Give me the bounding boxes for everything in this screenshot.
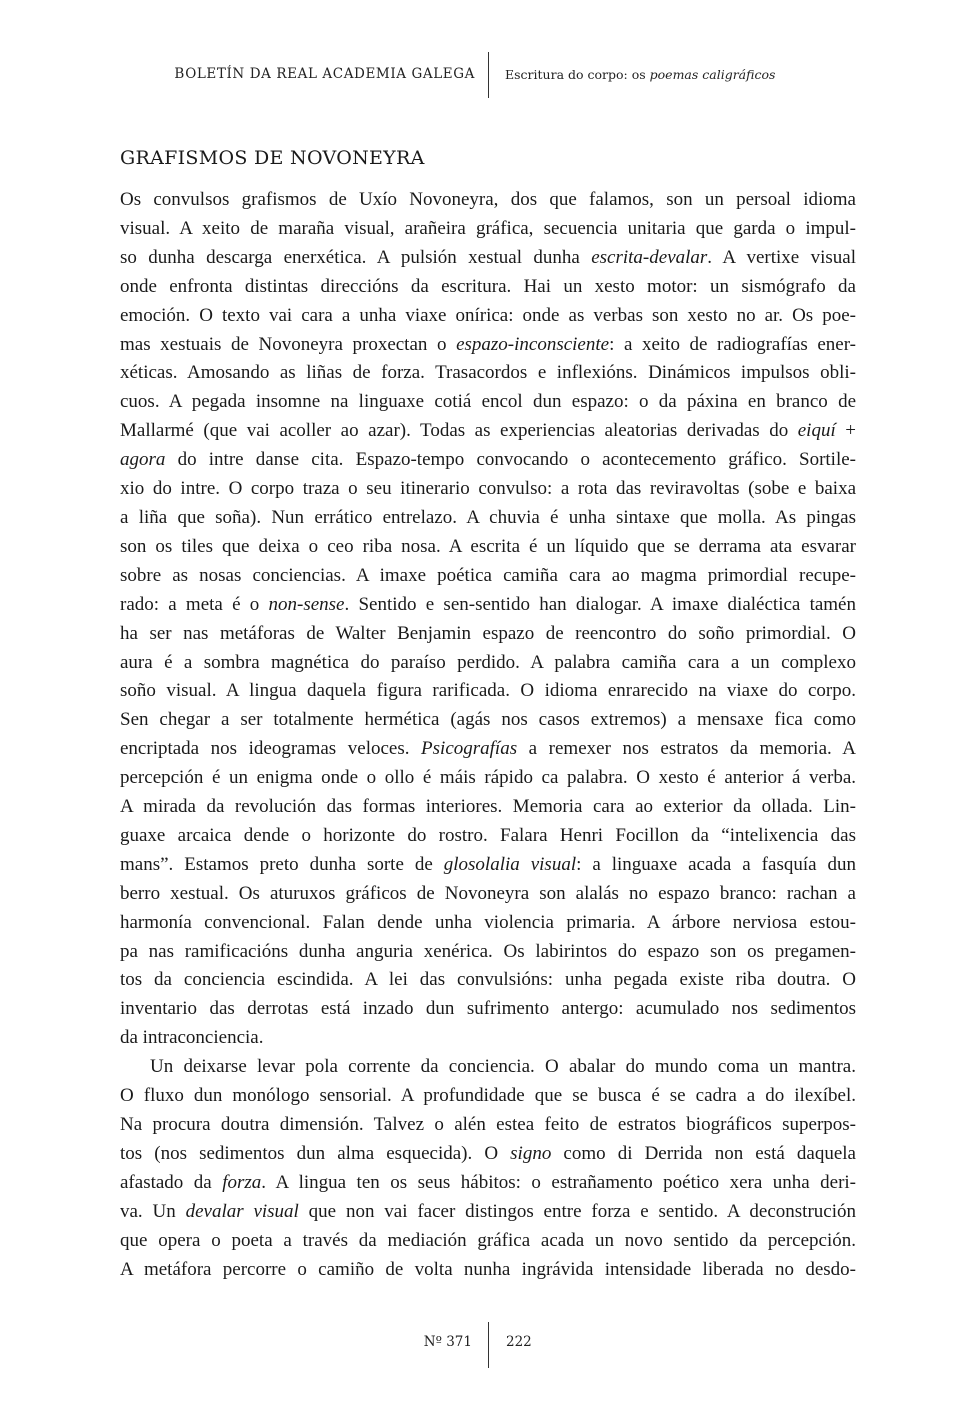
article-title	[505, 67, 775, 82]
paragraph-1	[120, 186, 856, 1053]
text-line: harmonía convencional. Falan dende unha violencia primaria. A árbore nerviosa estou-	[120, 911, 856, 933]
text-line: a liña que soña). Nun errático entrelazo. A chuvia é unha sintaxe que molla. As pingas	[120, 506, 856, 528]
text-line: Sen chegar a ser totalmente hermética (agás nos casos extremos) a mensaxe fica como	[120, 709, 856, 731]
italic-term: agora	[120, 449, 166, 471]
paragraph-2	[120, 1053, 856, 1284]
text-line: sobre as nosas conciencias. A imaxe poética camiña cara ao magma primordial recupe-	[120, 564, 856, 586]
page-footer	[0, 1322, 975, 1370]
text-line: Na procura doutra dimensión. Talvez o alén estea feito de estratos biográficos superpos-	[120, 1114, 856, 1135]
text-line: inventario das derrotas está inzado dun sufrimento antergo: acumulado nos sedimentos	[120, 998, 856, 1020]
italic-term: escrita-devalar	[591, 246, 708, 268]
text-line: da intraconciencia.	[120, 1027, 264, 1049]
text-line: que opera o poeta a través da mediación gráfica acada un novo sentido da percepción.	[120, 1229, 856, 1251]
text-line: berro xestual. Os aturuxos gráficos de Novoneyra son alalás no espazo branco: rachan a	[120, 882, 856, 904]
text-line: agora do intre danse cita. Espazo-tempo convocando o acontecemento gráfico. Sortile-	[120, 449, 856, 471]
text-line: Un deixarse levar pola corrente da conciencia. O abalar do mundo coma un mantra.	[150, 1056, 856, 1078]
text-line: tos da conciencia escindida. A lei das convulsións: unha pegada existe riba doutra. O	[120, 969, 856, 991]
article-title-roman: Escritura do corpo: os	[505, 67, 646, 82]
text-line: so dunha descarga enerxética. A pulsión xestual dunha escrita-devalar. A vertixe visual	[120, 246, 856, 268]
italic-term: devalar visual	[185, 1200, 299, 1222]
text-line: onde enfronta distintas direccións da escritura. Hai un xesto motor: un sismógrafo da	[120, 275, 856, 297]
text-line: ha ser nas metáforas de Walter Benjamin espazo de reencontro do soño primordial. O	[120, 622, 856, 644]
text-line: cuos. A pegada insomne na linguaxe cotiá encol dun espazo: o da páxina en branco de	[120, 391, 856, 413]
section-heading: GRAFISMOS DE NOVONEYRA	[120, 147, 425, 169]
text-line: xio do intre. O corpo traza o seu itinerario convulso: a rota das reviravoltas (sobe e baixa	[120, 478, 856, 500]
issue-number: Nº 371	[423, 1334, 472, 1350]
text-line: percepción é un enigma onde o ollo é máis rápido ca palabra. O xesto é anterior á verba.	[120, 767, 856, 789]
text-line: Os convulsos grafismos de Uxío Novoneyra, dos que falamos, son un persoal idioma	[120, 189, 856, 210]
italic-term: espazo-inconsciente	[456, 333, 610, 355]
text-line: aura é a sombra magnética do paraíso perdido. A palabra camiña cara a un complexo	[120, 651, 856, 673]
text-line: A mirada da revolución das formas interiores. Memoria cara ao exterior da ollada. Lin-	[120, 796, 856, 818]
text-line: mas xestuais de Novoneyra proxectan o espazo-inconsciente: a xeito de radiografías ener-	[120, 333, 856, 355]
text-line: xéticas. Amosando as liñas de forza. Trasacordos e inflexións. Dinámicos impulsos obli-	[120, 362, 856, 384]
running-header	[0, 52, 975, 100]
body-text	[120, 186, 856, 1284]
text-line: A metáfora percorre o camiño de volta nunha ingrávida intensidade liberada no desdo-	[120, 1258, 856, 1280]
journal-title: BOLETÍN DA REAL ACADEMIA GALEGA	[174, 66, 475, 82]
header-divider	[488, 52, 489, 98]
text-line: pa nas ramificacións dunha anguria xenérica. Os labirintos do espazo son os pregamen-	[120, 940, 856, 962]
italic-term: signo	[510, 1142, 552, 1164]
text-line: va. Un devalar visual que non vai facer distingos entre forza e sentido. A deconstrución	[120, 1200, 856, 1222]
italic-term: glosolalia visual	[443, 853, 577, 875]
article-title-italic: poemas caligráficos	[649, 67, 776, 82]
text-line: afastado da forza. A lingua ten os seus hábitos: o estrañamento poético xera unha deri-	[120, 1171, 857, 1193]
text-line: mans”. Estamos preto dunha sorte de glosolalia visual: a linguaxe acada a fasquía dun	[120, 853, 857, 875]
text-line: tos (nos sedimentos dun alma esquecida). O signo como di Derrida non está daquela	[120, 1142, 856, 1164]
italic-term: non-sense	[268, 593, 345, 615]
text-line: son os tiles que deixa o ceo riba nosa. A escrita é un líquido que se derrama ata esvarar	[120, 535, 856, 557]
page-number: 222	[506, 1334, 532, 1350]
italic-term: forza	[222, 1171, 262, 1193]
text-line: soño visual. A lingua daquela figura rarificada. O idioma enrarecido na viaxe do corpo.	[120, 680, 856, 702]
text-line: encriptada nos ideogramas veloces. Psicografías a remexer nos estratos da memoria. A	[120, 738, 857, 760]
text-line: guaxe arcaica dende o horizonte do rostro. Falara Henri Focillon da “intelixencia das	[120, 824, 856, 846]
text-line: emoción. O texto vai cara a unha viaxe onírica: onde as verbas son xesto no ar. Os poe-	[120, 304, 856, 326]
text-line: Mallarmé (que vai acoller ao azar). Todas as experiencias aleatorias derivadas do eiquí +	[120, 420, 857, 442]
text-line: rado: a meta é o non-sense. Sentido e sen-sentido han dialogar. A imaxe dialéctica tamén	[120, 593, 856, 615]
italic-term: Psicografías	[421, 738, 518, 760]
italic-term: eiquí	[797, 420, 836, 442]
footer-divider	[488, 1322, 489, 1368]
text-line: O fluxo dun monólogo sensorial. A profundidade que se busca é se cadra a do ilexíbel.	[120, 1085, 856, 1107]
text-line: visual. A xeito de maraña visual, arañeira gráfica, secuencia unitaria que garda o impul-	[120, 217, 856, 239]
